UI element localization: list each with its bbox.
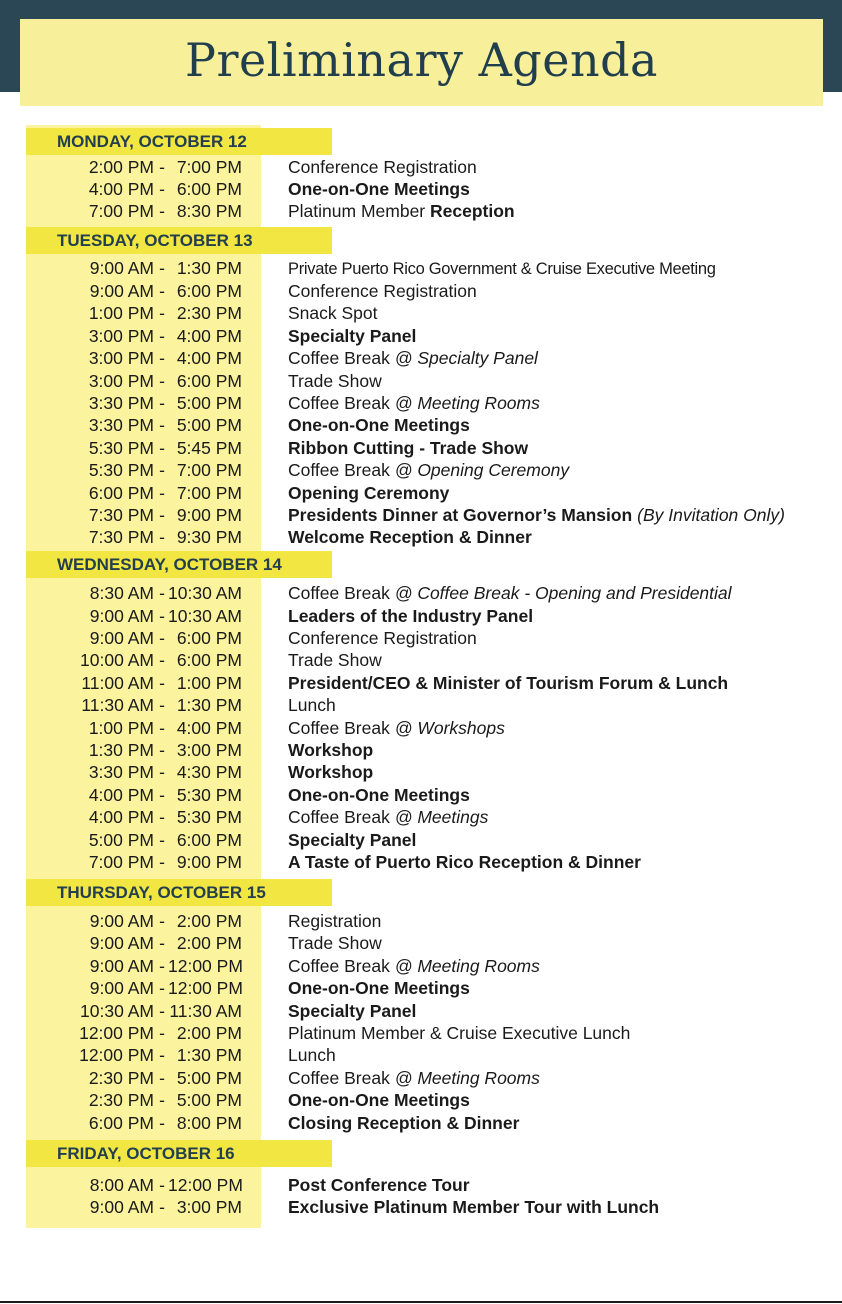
end-time: 8:30 PM [176, 201, 242, 221]
start-time: 3:30 PM [88, 415, 154, 435]
event-text-segment: Snack Spot [288, 303, 378, 323]
start-time: 10:00 AM [80, 650, 154, 670]
event-title [288, 504, 785, 526]
time-separator: - [159, 933, 165, 953]
time-separator: - [159, 911, 165, 931]
event-text-segment: Platinum Member & Cruise Executive Lunch [288, 1023, 631, 1043]
end-time: 6:00 PM [176, 650, 242, 670]
event-title [288, 955, 540, 977]
time-separator: - [159, 956, 165, 976]
event-title [288, 761, 373, 783]
end-time: 9:00 PM [176, 505, 242, 525]
event-title [288, 910, 381, 932]
event-title [288, 1067, 540, 1089]
end-time: 6:00 PM [176, 281, 242, 301]
time-separator: - [159, 852, 165, 872]
start-time: 12:00 PM [79, 1045, 154, 1065]
start-time: 4:00 PM [88, 179, 154, 199]
end-time: 7:00 PM [176, 460, 242, 480]
event-title [288, 280, 477, 302]
event-text-segment: Coffee Break [288, 348, 395, 368]
end-time: 4:00 PM [176, 348, 242, 368]
event-title [288, 1000, 416, 1022]
event-text-segment: Leaders of the Industry Panel [288, 606, 534, 626]
event-text-segment: One-on-One Meetings [288, 978, 470, 998]
event-title [288, 739, 373, 761]
event-text-segment: Reception [430, 201, 515, 221]
event-title [288, 717, 505, 739]
event-title [288, 806, 488, 828]
end-time: 4:00 PM [176, 718, 242, 738]
start-time: 2:30 PM [88, 1090, 154, 1110]
start-time: 7:00 PM [88, 201, 154, 221]
end-time: 2:30 PM [176, 303, 242, 323]
time-separator: - [159, 348, 165, 368]
event-text-segment: Registration [288, 911, 382, 931]
event-title [288, 932, 382, 954]
event-text-segment: (By Invitation Only) [637, 505, 785, 525]
event-text-segment: Exclusive Platinum Member Tour with Lunch [288, 1197, 660, 1217]
time-separator: - [159, 978, 165, 998]
time-separator: - [159, 583, 165, 603]
start-time: 9:00 AM [89, 978, 154, 998]
time-separator: - [159, 740, 165, 760]
day-header: WEDNESDAY, OCTOBER 14 [26, 551, 332, 578]
event-text-segment: Trade Show [288, 933, 382, 953]
event-text-segment: Workshop [288, 740, 374, 760]
event-title [288, 325, 416, 347]
event-text-segment: Workshop [288, 762, 374, 782]
event-title [288, 1174, 470, 1196]
end-time: 8:00 PM [176, 1113, 242, 1133]
end-time: 1:30 PM [176, 1045, 242, 1065]
event-title [288, 482, 449, 504]
start-time: 3:00 PM [88, 348, 154, 368]
event-text-segment: Specialty Panel [288, 326, 417, 346]
time-separator: - [159, 1068, 165, 1088]
event-text-segment: Conference Registration [288, 281, 477, 301]
event-text-segment: One-on-One Meetings [288, 415, 470, 435]
day-header: MONDAY, OCTOBER 12 [26, 128, 332, 155]
event-text-segment: Coffee Break [288, 956, 395, 976]
title-banner [20, 19, 823, 106]
event-text-segment: Opening Ceremony [288, 483, 450, 503]
event-text-segment: Welcome Reception & Dinner [288, 527, 532, 547]
time-separator: - [159, 201, 165, 221]
time-separator: - [159, 785, 165, 805]
event-text-segment: @ Meeting Rooms [394, 393, 540, 413]
start-time: 1:30 PM [88, 740, 154, 760]
end-time: 6:00 PM [176, 830, 242, 850]
start-time: 11:00 AM [81, 673, 154, 693]
time-separator: - [159, 650, 165, 670]
event-text-segment: Specialty Panel [288, 1001, 417, 1021]
end-time: 12:00 PM [168, 978, 243, 998]
start-time: 5:30 PM [88, 460, 154, 480]
end-time: 5:00 PM [176, 415, 242, 435]
event-title [288, 257, 716, 280]
start-time: 4:00 PM [88, 785, 154, 805]
start-time: 1:00 PM [88, 718, 154, 738]
event-title [288, 582, 732, 604]
event-text-segment: Lunch [288, 695, 336, 715]
time-separator: - [159, 179, 165, 199]
event-text-segment: Specialty Panel [288, 830, 417, 850]
start-time: 2:30 PM [88, 1068, 154, 1088]
start-time: 7:00 PM [88, 852, 154, 872]
event-title [288, 1112, 519, 1134]
event-text-segment: Coffee Break [288, 807, 395, 827]
end-time: 2:00 PM [176, 933, 242, 953]
event-text-segment: A Taste of Puerto Rico Reception & Dinner [288, 852, 641, 872]
event-text-segment: Trade Show [288, 650, 382, 670]
time-separator: - [159, 527, 165, 547]
start-time: 9:00 AM [89, 1197, 154, 1217]
start-time: 1:00 PM [88, 303, 154, 323]
event-text-segment: @ Meetings [394, 807, 489, 827]
end-time: 6:00 PM [176, 179, 242, 199]
event-text-segment: Conference Registration [288, 157, 477, 177]
event-title [288, 178, 470, 200]
event-title [288, 851, 641, 873]
start-time: 9:00 AM [89, 606, 154, 626]
time-separator: - [159, 371, 165, 391]
event-title [288, 1089, 470, 1111]
time-separator: - [159, 1175, 165, 1195]
end-time: 2:00 PM [176, 911, 242, 931]
event-text-segment: Platinum Member [288, 201, 430, 221]
start-time: 3:00 PM [88, 326, 154, 346]
end-time: 5:00 PM [176, 1068, 242, 1088]
start-time: 4:00 PM [88, 807, 154, 827]
end-time: 3:00 PM [176, 1197, 242, 1217]
start-time: 6:00 PM [88, 1113, 154, 1133]
start-time: 9:00 AM [89, 933, 154, 953]
end-time: 2:00 PM [176, 1023, 242, 1043]
time-separator: - [159, 606, 165, 626]
event-title [288, 977, 470, 999]
time-separator: - [159, 1045, 165, 1065]
start-time: 2:00 PM [88, 157, 154, 177]
event-text-segment: Coffee Break [288, 718, 395, 738]
start-time: 7:30 PM [88, 505, 154, 525]
event-title [288, 437, 528, 459]
start-time: 9:00 AM [89, 956, 154, 976]
end-time: 3:00 PM [176, 740, 242, 760]
day-header: FRIDAY, OCTOBER 16 [26, 1140, 332, 1167]
time-separator: - [159, 483, 165, 503]
event-title [288, 392, 540, 414]
time-separator: - [159, 326, 165, 346]
end-time: 10:30 AM [168, 583, 242, 603]
time-separator: - [159, 718, 165, 738]
event-title [288, 784, 470, 806]
bottom-rule [0, 1301, 842, 1303]
time-separator: - [159, 1090, 165, 1110]
time-separator: - [159, 460, 165, 480]
end-time: 12:00 PM [168, 956, 243, 976]
start-time: 5:30 PM [88, 438, 154, 458]
start-time: 8:30 AM [89, 583, 154, 603]
start-time: 6:00 PM [88, 483, 154, 503]
end-time: 1:30 PM [176, 258, 242, 278]
time-separator: - [159, 1113, 165, 1133]
end-time: 4:00 PM [176, 326, 242, 346]
event-text-segment: One-on-One Meetings [288, 179, 470, 199]
start-time: 11:30 AM [81, 695, 154, 715]
end-time: 11:30 AM [169, 1001, 242, 1021]
event-text-segment: @ Meeting Rooms [394, 1068, 540, 1088]
time-separator: - [159, 281, 165, 301]
event-text-segment: Lunch [288, 1045, 336, 1065]
time-separator: - [159, 1197, 165, 1217]
event-title [288, 627, 477, 649]
event-title [288, 1196, 659, 1218]
time-separator: - [159, 695, 165, 715]
event-text-segment: Private Puerto Rico Government & Cruise Executive Meeting [288, 260, 716, 278]
event-text-segment: @ Workshops [394, 718, 505, 738]
time-separator: - [159, 303, 165, 323]
event-text-segment: Conference Registration [288, 628, 477, 648]
day-header: THURSDAY, OCTOBER 15 [26, 879, 332, 906]
end-time: 9:00 PM [176, 852, 242, 872]
end-time: 1:00 PM [176, 673, 242, 693]
event-text-segment: @ Opening Ceremony [394, 460, 570, 480]
time-separator: - [159, 258, 165, 278]
time-separator: - [159, 157, 165, 177]
start-time: 5:00 PM [88, 830, 154, 850]
time-separator: - [159, 807, 165, 827]
event-title [288, 672, 728, 694]
time-separator: - [159, 415, 165, 435]
end-time: 9:30 PM [176, 527, 242, 547]
end-time: 5:45 PM [176, 438, 242, 458]
day-header: TUESDAY, OCTOBER 13 [26, 227, 332, 254]
time-separator: - [159, 830, 165, 850]
start-time: 3:30 PM [88, 762, 154, 782]
time-separator: - [159, 1023, 165, 1043]
end-time: 5:30 PM [176, 807, 242, 827]
event-text-segment: Coffee Break [288, 460, 395, 480]
event-title [288, 526, 532, 548]
end-time: 6:00 PM [176, 628, 242, 648]
start-time: 7:30 PM [88, 527, 154, 547]
event-title [288, 302, 378, 324]
event-text-segment: Coffee Break [288, 583, 395, 603]
start-time: 10:30 AM [80, 1001, 154, 1021]
end-time: 12:00 PM [168, 1175, 243, 1195]
event-title [288, 347, 538, 369]
event-text-segment: One-on-One Meetings [288, 785, 470, 805]
event-text-segment: Closing Reception & Dinner [288, 1113, 520, 1133]
start-time: 9:00 AM [89, 628, 154, 648]
event-text-segment: @ Meeting Rooms [394, 956, 540, 976]
time-separator: - [159, 505, 165, 525]
event-title [288, 605, 533, 627]
end-time: 10:30 AM [168, 606, 242, 626]
event-title [288, 370, 382, 392]
event-title [288, 156, 477, 178]
event-text-segment: Coffee Break [288, 1068, 395, 1088]
event-title [288, 1044, 336, 1066]
end-time: 5:30 PM [176, 785, 242, 805]
end-time: 5:00 PM [176, 1090, 242, 1110]
time-separator: - [159, 1001, 165, 1021]
end-time: 1:30 PM [176, 695, 242, 715]
event-text-segment: Presidents Dinner at Governor’s Mansion [288, 505, 638, 525]
event-title [288, 649, 382, 671]
time-separator: - [159, 673, 165, 693]
end-time: 4:30 PM [176, 762, 242, 782]
event-text-segment: One-on-One Meetings [288, 1090, 470, 1110]
event-text-segment: Ribbon Cutting - Trade Show [288, 438, 529, 458]
end-time: 5:00 PM [176, 393, 242, 413]
time-separator: - [159, 628, 165, 648]
end-time: 6:00 PM [176, 371, 242, 391]
end-time: 7:00 PM [176, 157, 242, 177]
event-title [288, 459, 569, 481]
event-text-segment: President/CEO & Minister of Tourism Forum & Lunch [288, 673, 729, 693]
event-title [288, 829, 416, 851]
page-title: Preliminary Agenda [185, 32, 658, 87]
start-time: 9:00 AM [89, 281, 154, 301]
event-title [288, 694, 336, 716]
event-text-segment: Coffee Break [288, 393, 395, 413]
end-time: 7:00 PM [176, 483, 242, 503]
event-text-segment: @ Specialty Panel [394, 348, 538, 368]
event-text-segment: @ Coffee Break - Opening and Presidential [394, 583, 732, 603]
start-time: 3:00 PM [88, 371, 154, 391]
event-title [288, 414, 470, 436]
start-time: 12:00 PM [79, 1023, 154, 1043]
start-time: 8:00 AM [89, 1175, 154, 1195]
event-title [288, 1022, 630, 1044]
start-time: 9:00 AM [89, 911, 154, 931]
event-text-segment: Trade Show [288, 371, 382, 391]
time-separator: - [159, 393, 165, 413]
start-time: 3:30 PM [88, 393, 154, 413]
time-separator: - [159, 762, 165, 782]
time-separator: - [159, 438, 165, 458]
event-title [288, 200, 515, 222]
start-time: 9:00 AM [89, 258, 154, 278]
event-text-segment: Post Conference Tour [288, 1175, 470, 1195]
